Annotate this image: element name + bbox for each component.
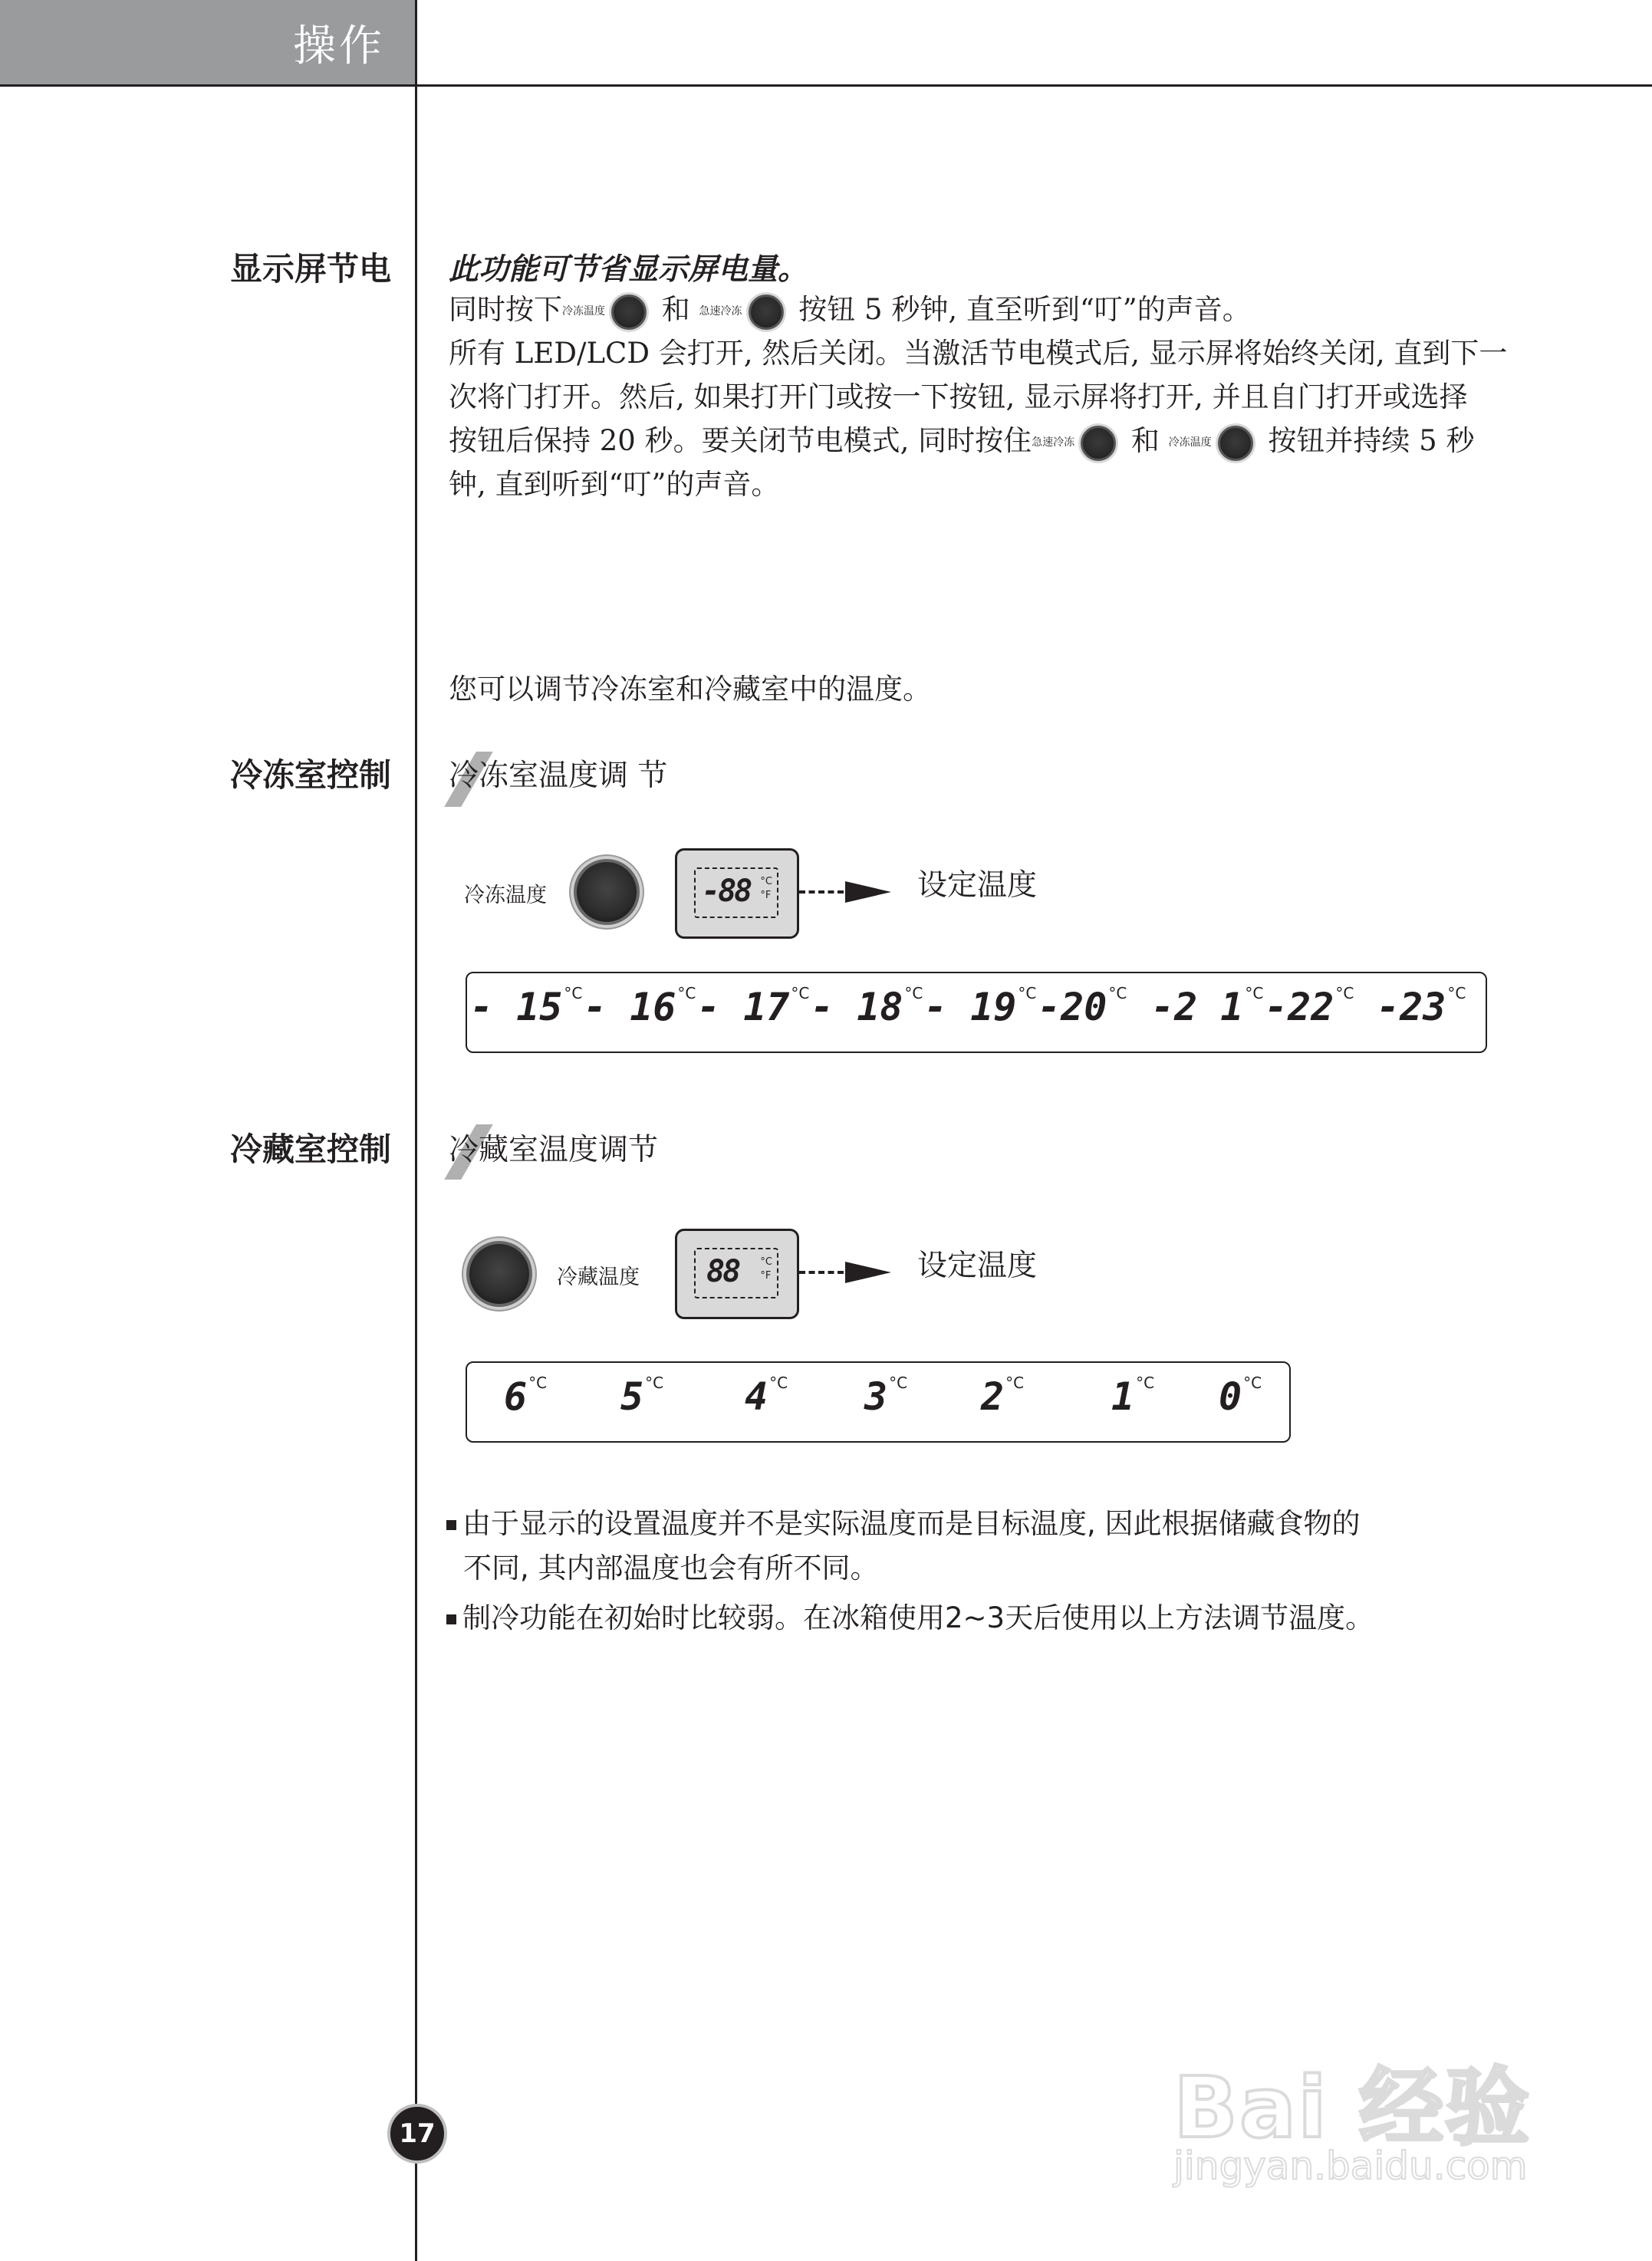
baidu-watermark <box>1158 2009 1588 2194</box>
text-fragment: 按钮并持续 5 秒 <box>1268 424 1475 457</box>
freezer-temp-option <box>924 984 1036 1029</box>
lcd-unit-c: °C <box>760 876 772 887</box>
temp-value: -2 1 <box>1151 985 1244 1029</box>
power-save-para-line2: 次将门打开。然后, 如果打开门或按一下按钮, 显示屏将打开, 并且自门打开或选择 <box>449 380 1468 413</box>
temp-value: -22 <box>1265 985 1334 1029</box>
header-divider <box>0 84 1652 87</box>
temp-unit: °C <box>1335 984 1354 1002</box>
note-2 <box>446 1596 1374 1641</box>
freezer-temp-option <box>470 984 582 1029</box>
text-fragment: 同时按下 <box>449 293 562 326</box>
temp-unit: °C <box>1447 984 1466 1002</box>
arrow-head-icon <box>845 1262 891 1283</box>
temp-value: 1 <box>1111 1374 1135 1419</box>
header-title: 操作 <box>293 21 385 71</box>
fridge-control-heading: 冷藏室控制 <box>229 1130 391 1168</box>
temp-unit: °C <box>1108 984 1127 1002</box>
button-label: 冷冻温度 <box>562 305 605 318</box>
freezer-control-heading: 冷冻室控制 <box>229 756 391 794</box>
dashed-arrow-line <box>799 890 844 897</box>
note-1-line-1: 由于显示的设置温度并不是实际温度而是目标温度, 因此根据储藏食物的 <box>462 1507 1361 1540</box>
freezer-set-temp-label: 设定温度 <box>917 868 1038 903</box>
temp-unit: °C <box>1018 984 1037 1002</box>
temp-unit: °C <box>1136 1374 1155 1392</box>
freezer-temp-option <box>1151 984 1263 1029</box>
power-save-line1 <box>449 288 1251 334</box>
temp-value: - 19 <box>924 985 1017 1029</box>
freezer-temp-option <box>584 984 696 1029</box>
temp-value: - 15 <box>470 985 563 1029</box>
temp-unit: °C <box>791 984 810 1002</box>
power-save-heading: 显示屏节电 <box>229 250 391 288</box>
freezer-temp-option <box>1265 984 1354 1029</box>
vertical-divider <box>415 0 417 2261</box>
temp-unit: °C <box>1245 984 1264 1002</box>
temp-unit: °C <box>645 1374 664 1392</box>
freezer-button-label: 冷冻温度 <box>464 884 547 907</box>
temp-value: 3 <box>864 1374 888 1419</box>
temp-value: - 18 <box>811 985 903 1029</box>
freezer-temp-button-icon <box>611 295 647 330</box>
text-fragment: 按钮 5 秒钟, 直至听到“叮”的声音。 <box>798 293 1251 326</box>
power-save-lead: 此功能可节省显示屏电量。 <box>449 252 808 287</box>
note-1 <box>446 1502 1361 1546</box>
freezer-temp-button-icon <box>1218 426 1253 461</box>
power-save-para-line1: 所有 LED/LCD 会打开, 然后关闭。当激活节电模式后, 显示屏将始终关闭, 直到下一 <box>449 337 1508 370</box>
arrow-head-icon <box>845 881 891 903</box>
text-fragment: 和 <box>661 293 690 326</box>
fridge-temp-scale <box>466 1361 1291 1443</box>
freezer-sub-heading: 冷冻室温度调 节 <box>449 759 668 793</box>
fridge-temp-option <box>620 1374 663 1419</box>
fridge-temp-option <box>864 1374 907 1419</box>
button-label: 冷冻温度 <box>1168 436 1212 449</box>
fridge-set-temp-label: 设定温度 <box>917 1249 1038 1283</box>
fridge-lcd-display <box>675 1229 799 1319</box>
lcd-unit-f: °F <box>760 890 772 901</box>
freezer-temp-knob-icon[interactable] <box>574 859 640 925</box>
freezer-temp-option <box>811 984 923 1029</box>
temp-unit: °C <box>528 1374 548 1392</box>
freezer-temp-scale <box>466 972 1487 1053</box>
temp-unit: °C <box>1005 1374 1025 1392</box>
lcd-digits: -88 <box>702 874 751 909</box>
temp-unit: °C <box>677 984 696 1002</box>
fridge-temp-option <box>981 1374 1024 1419</box>
express-freeze-button-icon <box>1081 426 1116 461</box>
bullet-icon <box>446 1520 456 1530</box>
lcd-frame <box>694 867 778 918</box>
temp-value: 6 <box>504 1374 528 1419</box>
header-tab <box>0 0 416 84</box>
button-label: 急速冷冻 <box>699 305 742 318</box>
freezer-temp-option <box>697 984 809 1029</box>
lcd-units <box>760 875 772 903</box>
freezer-temp-option <box>1038 984 1127 1029</box>
intro-text: 您可以调节冷冻室和冷藏室中的温度。 <box>449 673 931 706</box>
fridge-temp-option <box>745 1374 788 1419</box>
express-freeze-button-icon <box>749 295 784 330</box>
dashed-arrow-line <box>799 1271 844 1277</box>
temp-unit: °C <box>889 1374 908 1392</box>
freezer-lcd-display <box>675 848 799 939</box>
watermark-url: jingyan.baidu.com <box>1173 2144 1528 2188</box>
text-fragment: 和 <box>1130 424 1160 457</box>
temp-value: 2 <box>981 1374 1005 1419</box>
temp-value: - 16 <box>584 985 676 1029</box>
fridge-temp-option <box>504 1374 547 1419</box>
text-fragment: 按钮后保持 20 秒。要关闭节电模式, 同时按住 <box>449 424 1032 457</box>
note-2-text: 制冷功能在初始时比较弱。在冰箱使用2~3天后使用以上方法调节温度。 <box>462 1601 1374 1634</box>
temp-unit: °C <box>769 1374 788 1392</box>
watermark-brand: Bai 经验 <box>1173 2059 1532 2157</box>
fridge-sub-heading: 冷藏室温度调节 <box>449 1133 659 1167</box>
lcd-digits: 88 <box>706 1254 739 1289</box>
temp-value: -23 <box>1377 985 1446 1029</box>
page-number-badge: 17 <box>387 2104 447 2164</box>
fridge-temp-knob-icon[interactable] <box>466 1241 532 1307</box>
freezer-temp-option <box>1377 984 1466 1029</box>
lcd-frame <box>694 1248 778 1298</box>
temp-value: 0 <box>1219 1374 1242 1419</box>
button-label: 急速冷冻 <box>1032 436 1075 449</box>
temp-unit: °C <box>564 984 583 1002</box>
bullet-icon <box>446 1614 456 1624</box>
temp-value: 4 <box>745 1374 768 1419</box>
temp-unit: °C <box>904 984 923 1002</box>
temp-value: -20 <box>1038 985 1107 1029</box>
power-save-para-line4: 钟, 直到听到“叮”的声音。 <box>449 468 780 501</box>
temp-unit: °C <box>1243 1374 1262 1392</box>
lcd-unit-f: °F <box>760 1270 772 1282</box>
lcd-unit-c: °C <box>760 1256 772 1268</box>
note-1-line-2: 不同, 其内部温度也会有所不同。 <box>463 1552 879 1585</box>
fridge-button-label: 冷藏温度 <box>557 1265 640 1289</box>
fridge-temp-option <box>1219 1374 1262 1419</box>
temp-value: 5 <box>620 1374 644 1419</box>
fridge-temp-option <box>1111 1374 1154 1419</box>
power-save-para-line3 <box>449 419 1475 465</box>
lcd-units <box>760 1256 772 1283</box>
temp-value: - 17 <box>697 985 790 1029</box>
